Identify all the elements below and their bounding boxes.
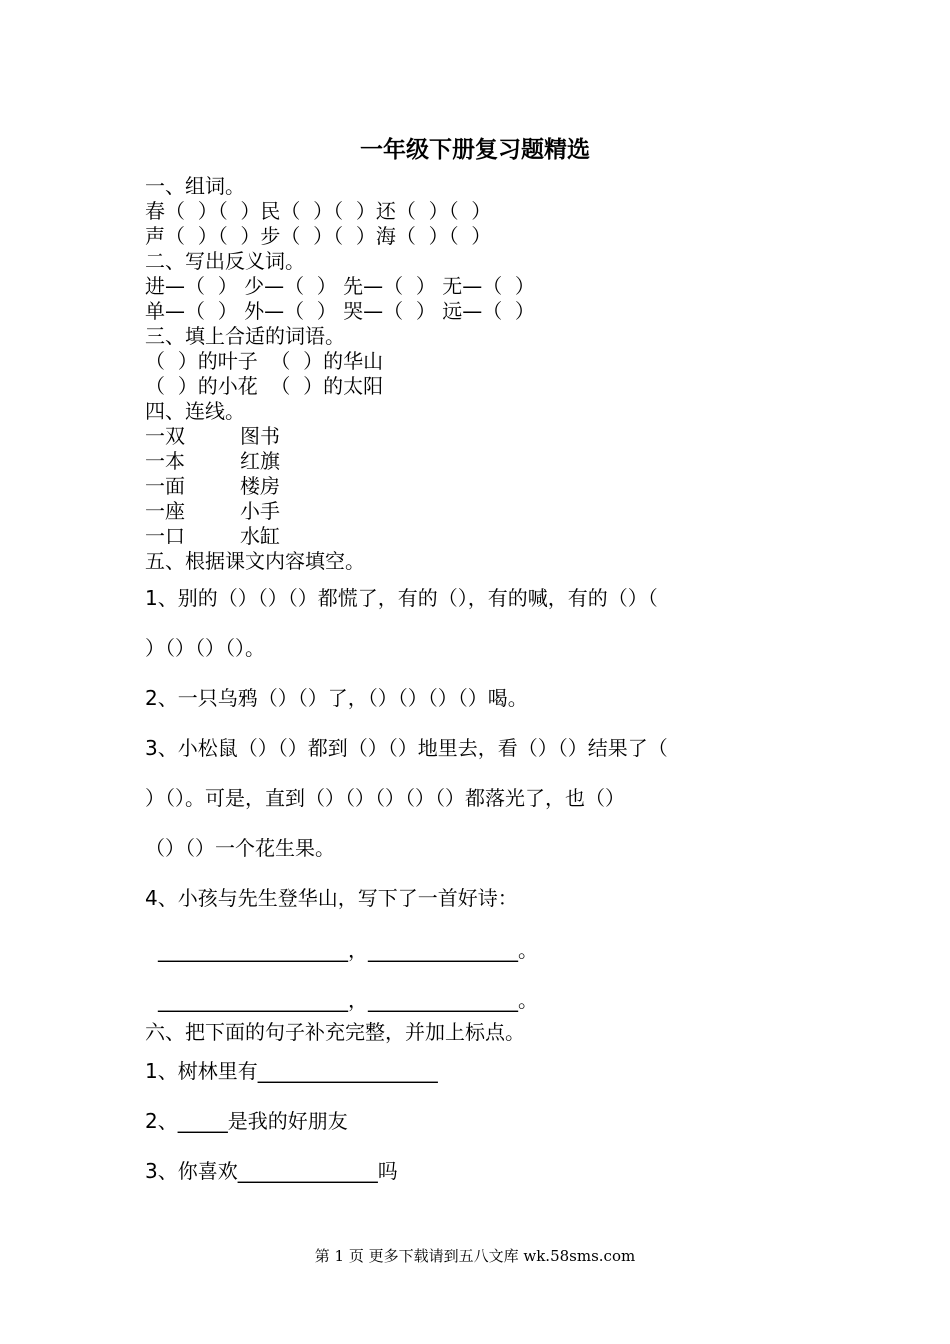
exercise-row: 春（ ）（ ）民（ ）（ ）还（ ）（ ） — [145, 199, 492, 223]
section-heading: 四、连线。 — [145, 399, 245, 423]
match-left: 一口 — [145, 524, 185, 548]
section-heading: 二、写出反义词。 — [145, 249, 305, 273]
match-left: 一双 — [145, 424, 185, 448]
fill-line: 4、小孩与先生登华山，写下了一首好诗： — [145, 886, 518, 910]
fill-line: （）（）一个花生果。 — [145, 836, 335, 860]
match-right: 红旗 — [240, 449, 280, 473]
exercise-row: （ ）的叶子 （ ）的华山 — [145, 349, 384, 373]
exercise-row: 单—（ ） 外—（ ） 哭—（ ） 远—（ ） — [145, 299, 535, 323]
exercise-row: （ ）的小花 （ ）的太阳 — [145, 374, 384, 398]
fill-line: 1、树林里有__________________ — [145, 1059, 438, 1083]
fill-line: 1、别的（）（）（）都慌了，有的（），有的喊，有的（）（ — [145, 586, 658, 610]
section-heading: 三、填上合适的词语。 — [145, 324, 345, 348]
fill-line: 3、你喜欢______________吗 — [145, 1159, 398, 1183]
match-left: 一面 — [145, 474, 185, 498]
match-right: 图书 — [240, 424, 280, 448]
match-left: 一本 — [145, 449, 185, 473]
fill-line: 2、_____是我的好朋友 — [145, 1109, 348, 1133]
fill-line: ）（）（）（）。 — [145, 636, 265, 660]
match-right: 小手 — [240, 499, 280, 523]
match-left: 一座 — [145, 499, 185, 523]
section-heading: 一、组词。 — [145, 174, 245, 198]
match-right: 水缸 — [240, 524, 280, 548]
poem-blank-line: ___________________，_______________。 — [158, 938, 538, 962]
page-footer: 第 1 页 更多下载请到五八文库 wk.58sms.com — [314, 1247, 636, 1265]
section-heading: 六、把下面的句子补充完整，并加上标点。 — [145, 1020, 525, 1044]
poem-blank-line: ___________________，_______________。 — [158, 988, 538, 1012]
page-title: 一年级下册复习题精选 — [360, 137, 590, 163]
fill-line: 2、一只乌鸦（）（）了，（）（）（）（）喝。 — [145, 686, 528, 710]
exercise-row: 声（ ）（ ）步（ ）（ ）海（ ）（ ） — [145, 224, 492, 248]
fill-line: 3、小松鼠（）（）都到（）（）地里去，看（）（）结果了（ — [145, 736, 668, 760]
section-heading: 五、根据课文内容填空。 — [145, 549, 365, 573]
exercise-row: 进—（ ） 少—（ ） 先—（ ） 无—（ ） — [145, 274, 535, 298]
match-right: 楼房 — [240, 474, 280, 498]
fill-line: ）（）。可是，直到（）（）（）（）（）都落光了，也（） — [145, 786, 625, 810]
